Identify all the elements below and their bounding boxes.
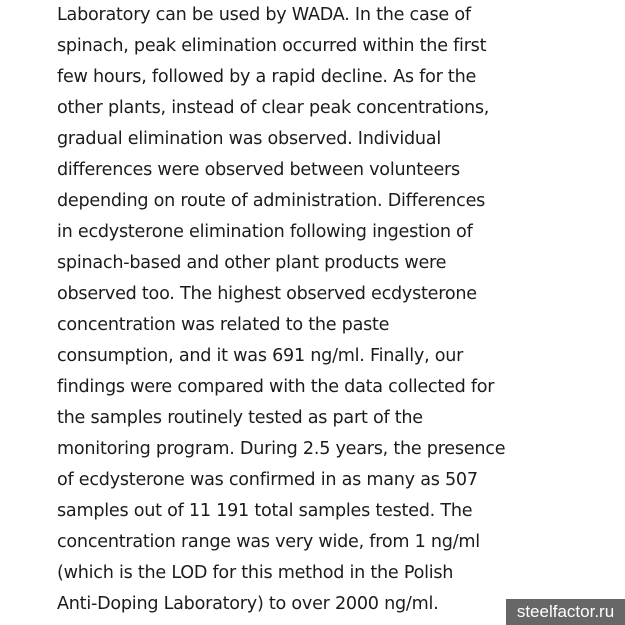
text-line: in ecdysterone elimination following ingestion of (57, 222, 473, 242)
text-line: Anti-Doping Laboratory) to over 2000 ng/ml. (57, 594, 439, 614)
text-line: monitoring program. During 2.5 years, the presence (57, 439, 506, 459)
text-line: spinach, peak elimination occurred within the first (57, 36, 487, 56)
text-line: the samples routinely tested as part of the (57, 408, 423, 428)
text-line: differences were observed between volunteers (57, 160, 460, 180)
text-line: depending on route of administration. Differences (57, 191, 486, 211)
text-line: consumption, and it was 691 ng/ml. Finally, our (57, 346, 464, 366)
text-line: samples out of 11 191 total samples tested. The (57, 501, 473, 521)
text-line: other plants, instead of clear peak concentrations, (57, 98, 490, 118)
text-line: concentration range was very wide, from 1 ng/ml (57, 532, 480, 552)
text-line: findings were compared with the data collected for (57, 377, 495, 397)
text-line: observed too. The highest observed ecdysterone (57, 284, 477, 304)
text-line: (which is the LOD for this method in the Polish (57, 563, 454, 583)
text-line: concentration was related to the paste (57, 315, 390, 335)
text-line: of ecdysterone was confirmed in as many as 507 (57, 470, 478, 490)
watermark-label: steelfactor.ru (506, 599, 625, 625)
text-line: Laboratory can be used by WADA. In the case of (57, 5, 471, 25)
text-line: gradual elimination was observed. Individual (57, 129, 441, 149)
text-line: spinach-based and other plant products were (57, 253, 447, 273)
text-line: few hours, followed by a rapid decline. As for the (57, 67, 477, 87)
